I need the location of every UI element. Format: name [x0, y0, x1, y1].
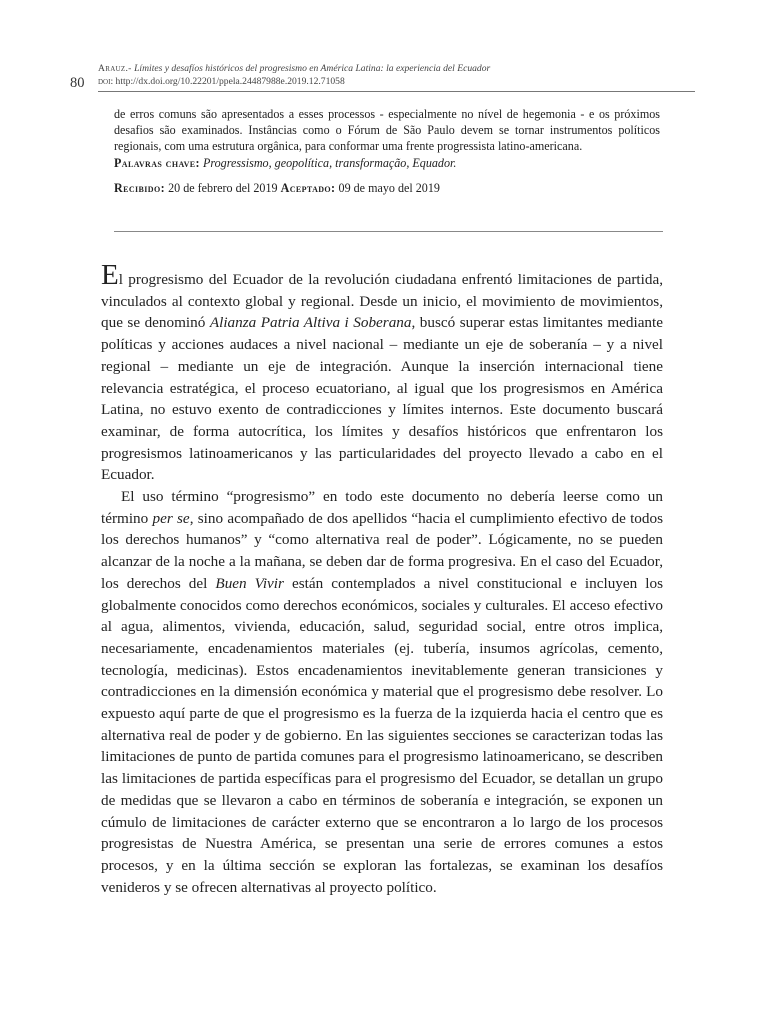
paragraph-text: están contemplados a nivel constitucional e incluyen los globalmente conocidos como derechos económicos, sociales y culturales. El acceso efectivo al agua, alimentos, vivienda, educación, salud, seguridad social, entre otros implica, necesariamente, encadenamientos materiales (ej. tubería, insumos agrícolas, cemento, tecnología, medicinas). Estos encadenamientos inevitablemente generan transiciones y contradicciones en la dimensión económica y material que el progresismo debe resolver. Lo expuesto aquí parte de que el progresismo es la fuerza de la izquierda hacia el centro que es alternativa real de poder y de gobierno. En las siguientes secciones se caracterizan todas las limitaciones de punto de partida comunes para el progresismo latinoamericano, se describen las limitaciones de partida específicas para el progresismo del Ecuador, se detallan un grupo de medidas que se llevaron a cabo en términos de soberanía e integración, se exponen un cúmulo de limitaciones de carácter externo que se encontraron a lo largo de los procesos progresistas de Nuestra América, se presentan una serie de errores comunes a estos procesos, y en la última sección se exploran las fortalezas, se examinan los desafíos venideros y se ofrecen alternativas al proyecto político.: [101, 574, 663, 896]
movement-name: Alianza Patria Altiva i Soberana: [209, 314, 412, 332]
drop-cap: E: [101, 259, 119, 291]
received-label: Recibido:: [114, 180, 166, 195]
keywords-label: Palavras chave:: [114, 155, 200, 170]
paragraph-text: El uso término “progresismo” en todo este documento no debería leerse como un término: [101, 488, 663, 527]
dates-line: [114, 180, 660, 196]
abstract-block: [114, 106, 660, 196]
body-paragraph-2: [101, 486, 663, 898]
received-date: 20 de febrero del 2019: [168, 180, 278, 195]
header-author: Arauz.-: [98, 63, 132, 74]
body-text: [101, 259, 663, 898]
header-divider: [98, 91, 695, 92]
header-title: Límites y desafíos históricos del progresismo en América Latina: la experiencia del Ecuador: [134, 63, 491, 74]
header-citation: [98, 62, 490, 88]
latin-term: per se: [152, 509, 190, 527]
abstract-text: de erros comuns são apresentados a esses processos - especialmente no nível de hegemonia - e os próximos desafios são examinados. Instâncias como o Fórum de São Paulo devem se tornar instrumentos políticos regionais, com uma estrutura orgânica, para conformar uma frente progressista latino-americana.: [114, 107, 660, 154]
keywords-values: Progressismo, geopolítica, transformação, Equador.: [202, 155, 457, 170]
paragraph-text: , buscó superar estas limitantes mediante políticas y acciones audaces a nivel nacional – mediante un eje de soberanía – y a nivel regional – mediante un eje de integración. Aunque la inserción internacional tiene relevancia estratégica, el proceso ecuatoriano, al igual que los progresismos en América Latina, no estuvo exento de contradicciones y límites internos. Este documento buscará examinar, de forma autocrítica, los límites y desafíos históricos que enfrentaron los progresismos latinoamericanos y las particularidades del proyecto llevado a cabo en el Ecuador.: [101, 314, 663, 484]
paragraph-text: , sino acompañado de dos apellidos “hacia el cumplimiento efectivo de todos los derechos humanos” y “como alternativa real de poder”. Lógicamente, no se pueden alcanzar de la noche a la mañana, se deben dar de forma progresiva. En el caso del Ecuador, los derechos del: [101, 509, 663, 592]
accepted-date: 09 de mayo del 2019: [338, 180, 440, 195]
header-title-line: [98, 62, 490, 75]
body-paragraph-1: [101, 259, 663, 486]
abstract-divider: [114, 231, 663, 232]
header-doi-line: [98, 75, 490, 88]
doi-label: doi:: [98, 76, 114, 87]
paragraph-text: l progresismo del Ecuador de la revolución ciudadana enfrentó limitaciones de partida, vinculados al contexto global y regional. Desde un inicio, el movimiento de movimientos, que se denominó: [101, 271, 663, 332]
doi-link[interactable]: http://dx.doi.org/10.22201/ppela.24487988e.2019.12.71058: [115, 76, 345, 87]
accepted-label: Aceptado:: [280, 180, 336, 195]
keywords-line: [114, 155, 660, 171]
buen-vivir-term: Buen Vivir: [215, 574, 284, 592]
page-number: 80: [70, 75, 85, 91]
